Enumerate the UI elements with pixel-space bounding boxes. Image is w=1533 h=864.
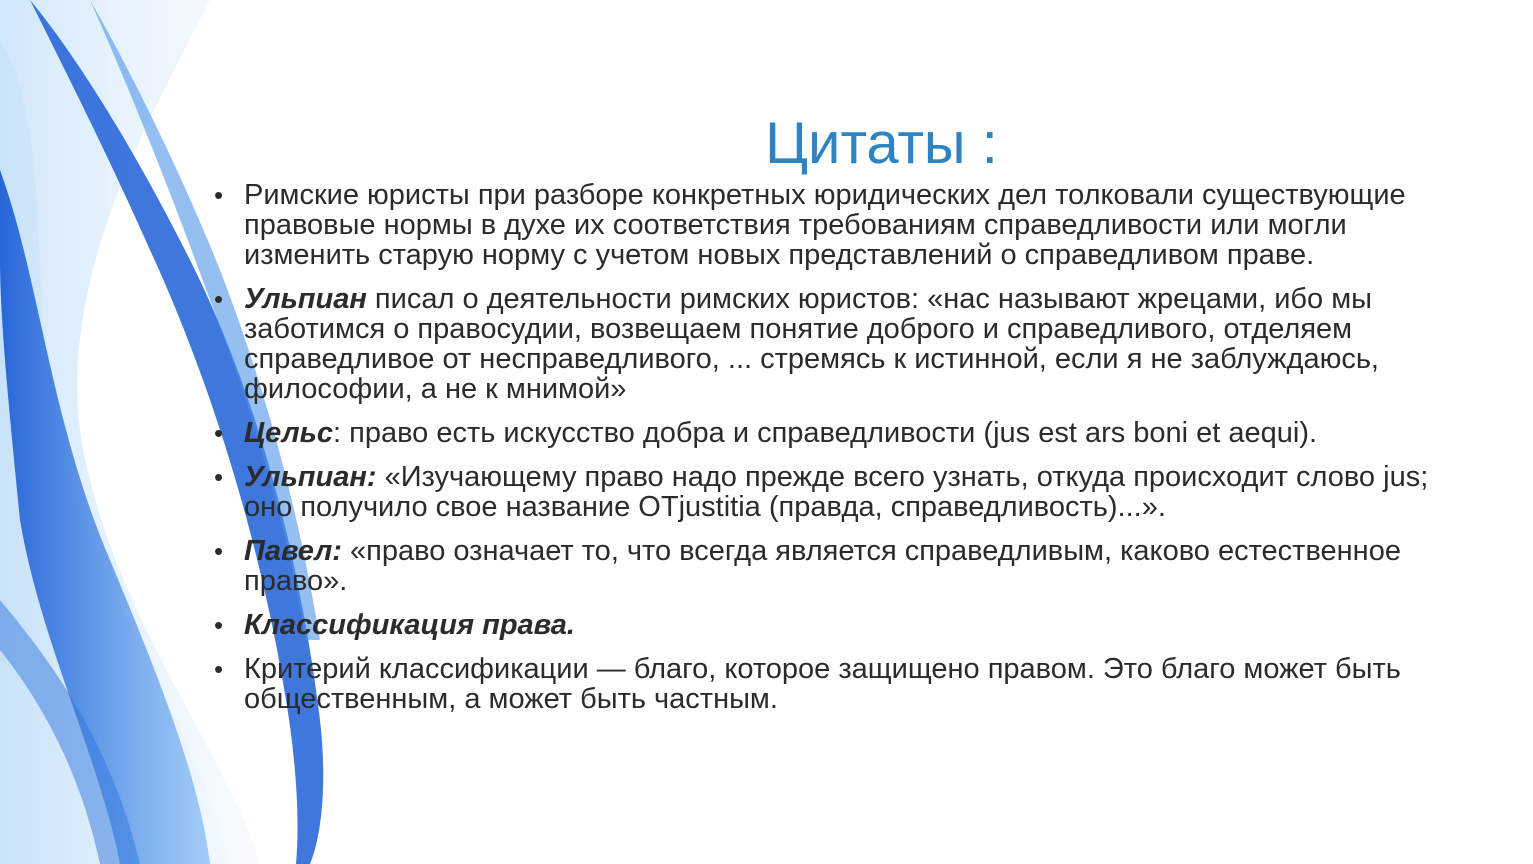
- bullet-dot-icon: •: [214, 654, 224, 684]
- list-item: • Ульпиан писал о деятельности римских юристов: «нас называют жрецами, ибо мы заботимся о правосудии, возвещаем понятие доброго и справедливого, отделяем справедливое от несправедливого, ... стремясь к истинной, если я не заблуждаюсь, философии, а не к мнимой»: [214, 283, 1379, 405]
- list-item: • Критерий классификации — благо, которое защищено правом. Это благо может быть общественным, а может быть частным.: [214, 653, 1401, 715]
- bullet-dot-icon: •: [214, 418, 224, 448]
- list-item: • Ульпиан: «Изучающему право надо прежде всего узнать, откуда происходит слово jus; оно получило свое название ОТjustitia (правда, справедливость)...».: [214, 461, 1429, 523]
- bullet-dot-icon: •: [214, 462, 224, 492]
- bullet-dot-icon: •: [214, 610, 224, 640]
- list-item: • Павел: «право означает то, что всегда является справедливым, каково естественное право».: [214, 535, 1401, 597]
- bullet-dot-icon: •: [214, 180, 224, 210]
- bullet-dot-icon: •: [214, 284, 224, 314]
- slide-title: Цитаты :: [765, 111, 998, 176]
- bullet-dot-icon: •: [214, 536, 224, 566]
- bullet-list: [210, 180, 1470, 728]
- list-item: • Классификация права.: [214, 609, 575, 641]
- list-item: • Цельс: право есть искусство добра и справедливости (jus est ars boni et aequi).: [214, 417, 1318, 449]
- list-item: • Римские юристы при разборе конкретных юридических дел толковали существующие правовые нормы в духе их соответствия требованиям справедливости или могли изменить старую норму с учетом новых представлений о справедливом праве.: [214, 179, 1406, 271]
